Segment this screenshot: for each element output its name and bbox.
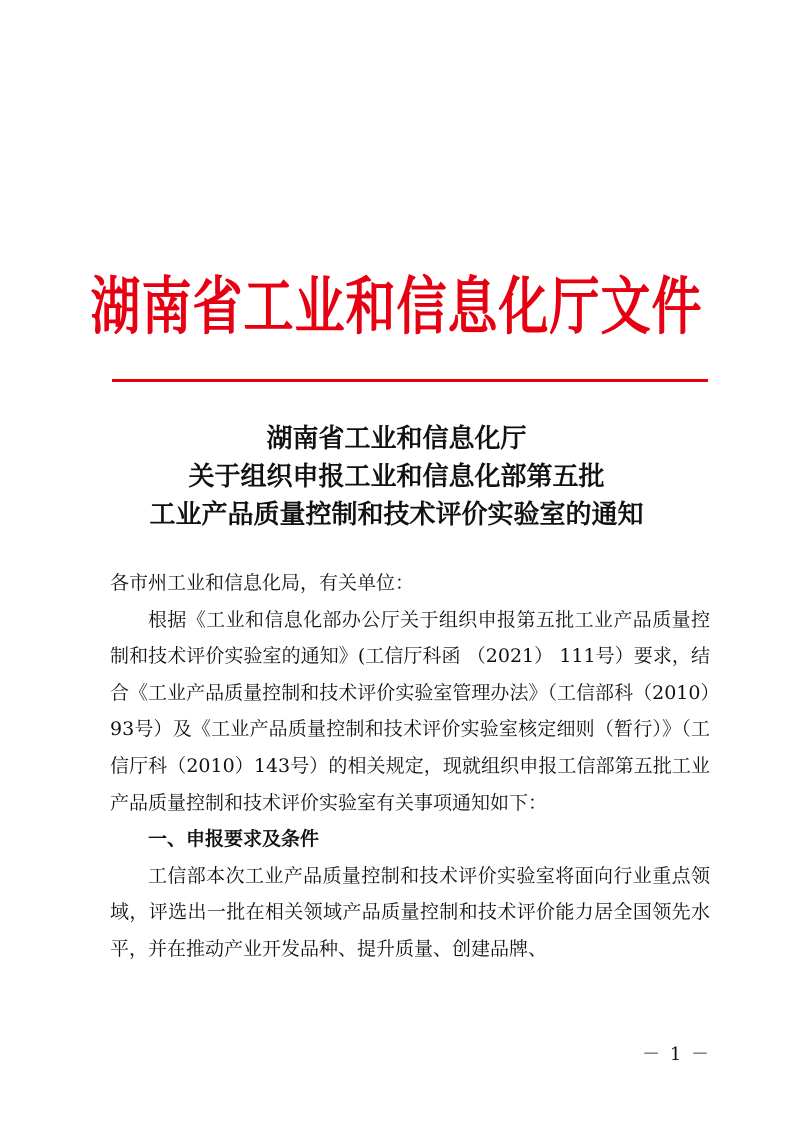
section-heading-1: 一、申报要求及条件 — [148, 828, 320, 851]
salutation: 各市州工业和信息化局，有关单位： — [110, 572, 415, 594]
title-line-2: 关于组织申报工业和信息化部第五批 — [188, 462, 605, 492]
title-line-3: 工业产品质量控制和技术评价实验室的通知 — [149, 500, 644, 530]
document-masthead: 湖南省工业和信息化厅文件 — [90, 270, 703, 343]
masthead-divider — [112, 379, 708, 382]
section-1-paragraph: 工信部本次工业产品质量控制和技术评价实验室将面向行业重点领域，评选出一批在相关领域产品质量控制和技术评价能力居全国领先水平，并在推动产业开发品种、提升质量、创建品牌、 — [110, 864, 710, 960]
page-number: － 1 － — [642, 1044, 711, 1065]
intro-paragraph: 根据《工业和信息化部办公厅关于组织申报第五批工业产品质量控制和技术评价实验室的通知》(工信厅科函 （2021） 111号）要求，结合《工业产品质量控制和技术评价实验室管理办法》（工信部科（2010）93号）及《工业产品质量控制和技术评价实验室核定细则（暂行）》（工信厅科（2010）143号）的相关规定，现就组织申报工信部第五批工业产品质量控制和技术评价实验室有关事项通知如下： — [110, 608, 710, 814]
document-body — [110, 565, 710, 968]
title-line-1: 湖南省工业和信息化厅 — [266, 424, 527, 454]
document-title — [0, 420, 793, 534]
